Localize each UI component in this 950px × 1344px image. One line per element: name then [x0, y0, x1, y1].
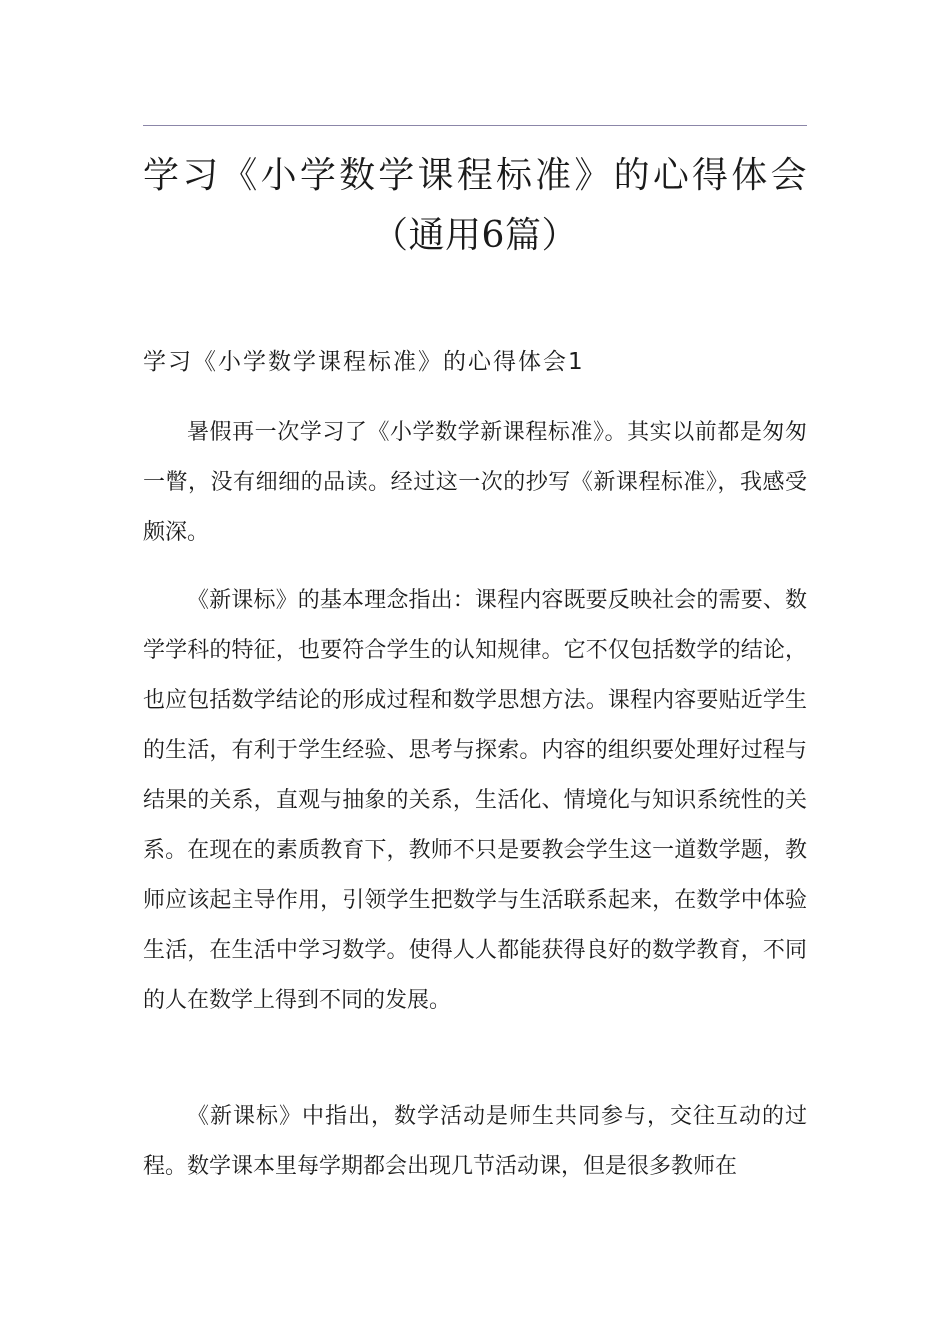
paragraph-2: 《新课标》的基本理念指出：课程内容既要反映社会的需要、数学学科的特征，也要符合学生的认知规律。它不仅包括数学的结论，也应包括数学结论的形成过程和数学思想方法。课程内容要贴近学生的生活，有利于学生经验、思考与探索。内容的组织要处理好过程与结果的关系，直观与抽象的关系，生活化、情境化与知识系统性的关系。在现在的素质教育下，教师不只是要教会学生这一道数学题，教师应该起主导作用，引领学生把数学与生活联系起来，在数学中体验生活，在生活中学习数学。使得人人都能获得良好的数学教育，不同的人在数学上得到不同的发展。: [143, 588, 807, 1013]
paragraph-3: 《新课标》中指出，数学活动是师生共同参与，交往互动的过程。数学课本里每学期都会出现几节活动课，但是很多教师在: [143, 1104, 807, 1179]
document-title: 学习《小学数学课程标准》的心得体会（通用6篇）: [143, 155, 807, 256]
header-divider: [143, 125, 807, 126]
paragraph-1: 暑假再一次学习了《小学数学新课程标准》。其实以前都是匆匆一瞥，没有细细的品读。经过这一次的抄写《新课程标准》，我感受颇深。: [143, 420, 807, 545]
section-heading: 学习《小学数学课程标准》的心得体会1: [143, 349, 585, 375]
